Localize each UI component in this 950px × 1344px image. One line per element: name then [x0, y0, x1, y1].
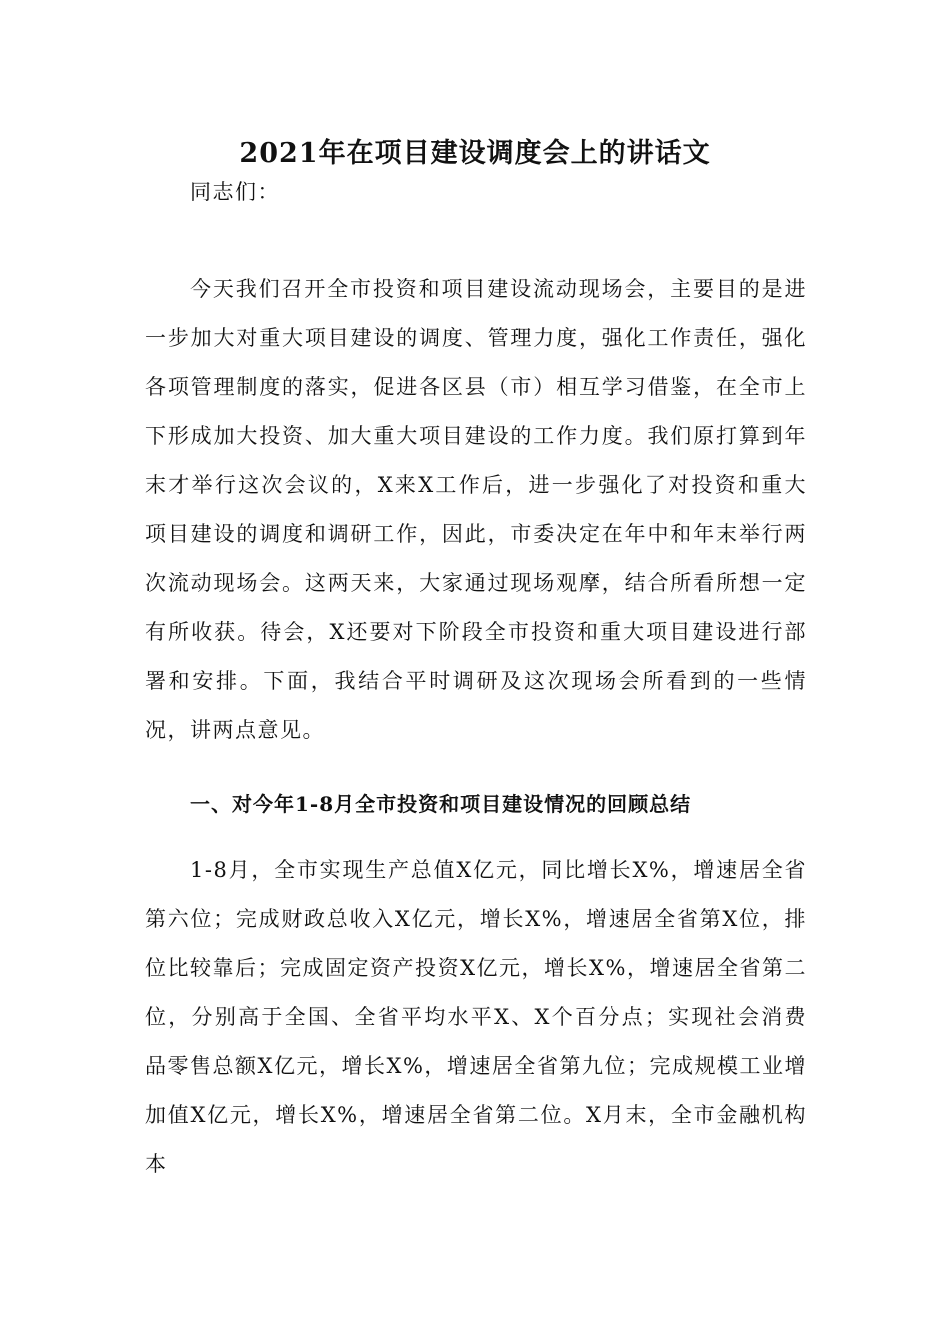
- document-title: 2021年在项目建设调度会上的讲话文: [239, 138, 711, 169]
- section-heading: 一、对今年1-8月全市投资和项目建设情况的回顾总结: [190, 792, 692, 816]
- body-paragraph-2: 1-8月，全市实现生产总值X亿元，同比增长X%，增速居全省第六位；完成财政总收入X亿元，增长X%，增速居全省第X位，排位比较靠后；完成固定资产投资X亿元，增长X%，增速居全省第二位，分别高于全国、全省平均水平X、X个百分点；实现社会消费品零售总额X亿元，增长X%，增速居全省第九位；完成规模工业增加值X亿元，增长X%，增速居全省第二位。X月末，全市金融机构本: [145, 858, 807, 1176]
- body-paragraph-1: 今天我们召开全市投资和项目建设流动现场会，主要目的是进一步加大对重大项目建设的调度、管理力度，强化工作责任，强化各项管理制度的落实，促进各区县（市）相互学习借鉴，在全市上下形成加大投资、加大重大项目建设的工作力度。我们原打算到年末才举行这次会议的，X来X工作后，进一步强化了对投资和重大项目建设的调度和调研工作，因此，市委决定在年中和年末举行两次流动现场会。这两天来，大家通过现场观摩，结合所看所想一定有所收获。待会，X还要对下阶段全市投资和重大项目建设进行部署和安排。下面，我结合平时调研及这次现场会所看到的一些情况，讲两点意见。: [145, 277, 807, 742]
- greeting-line: 同志们：: [190, 180, 280, 204]
